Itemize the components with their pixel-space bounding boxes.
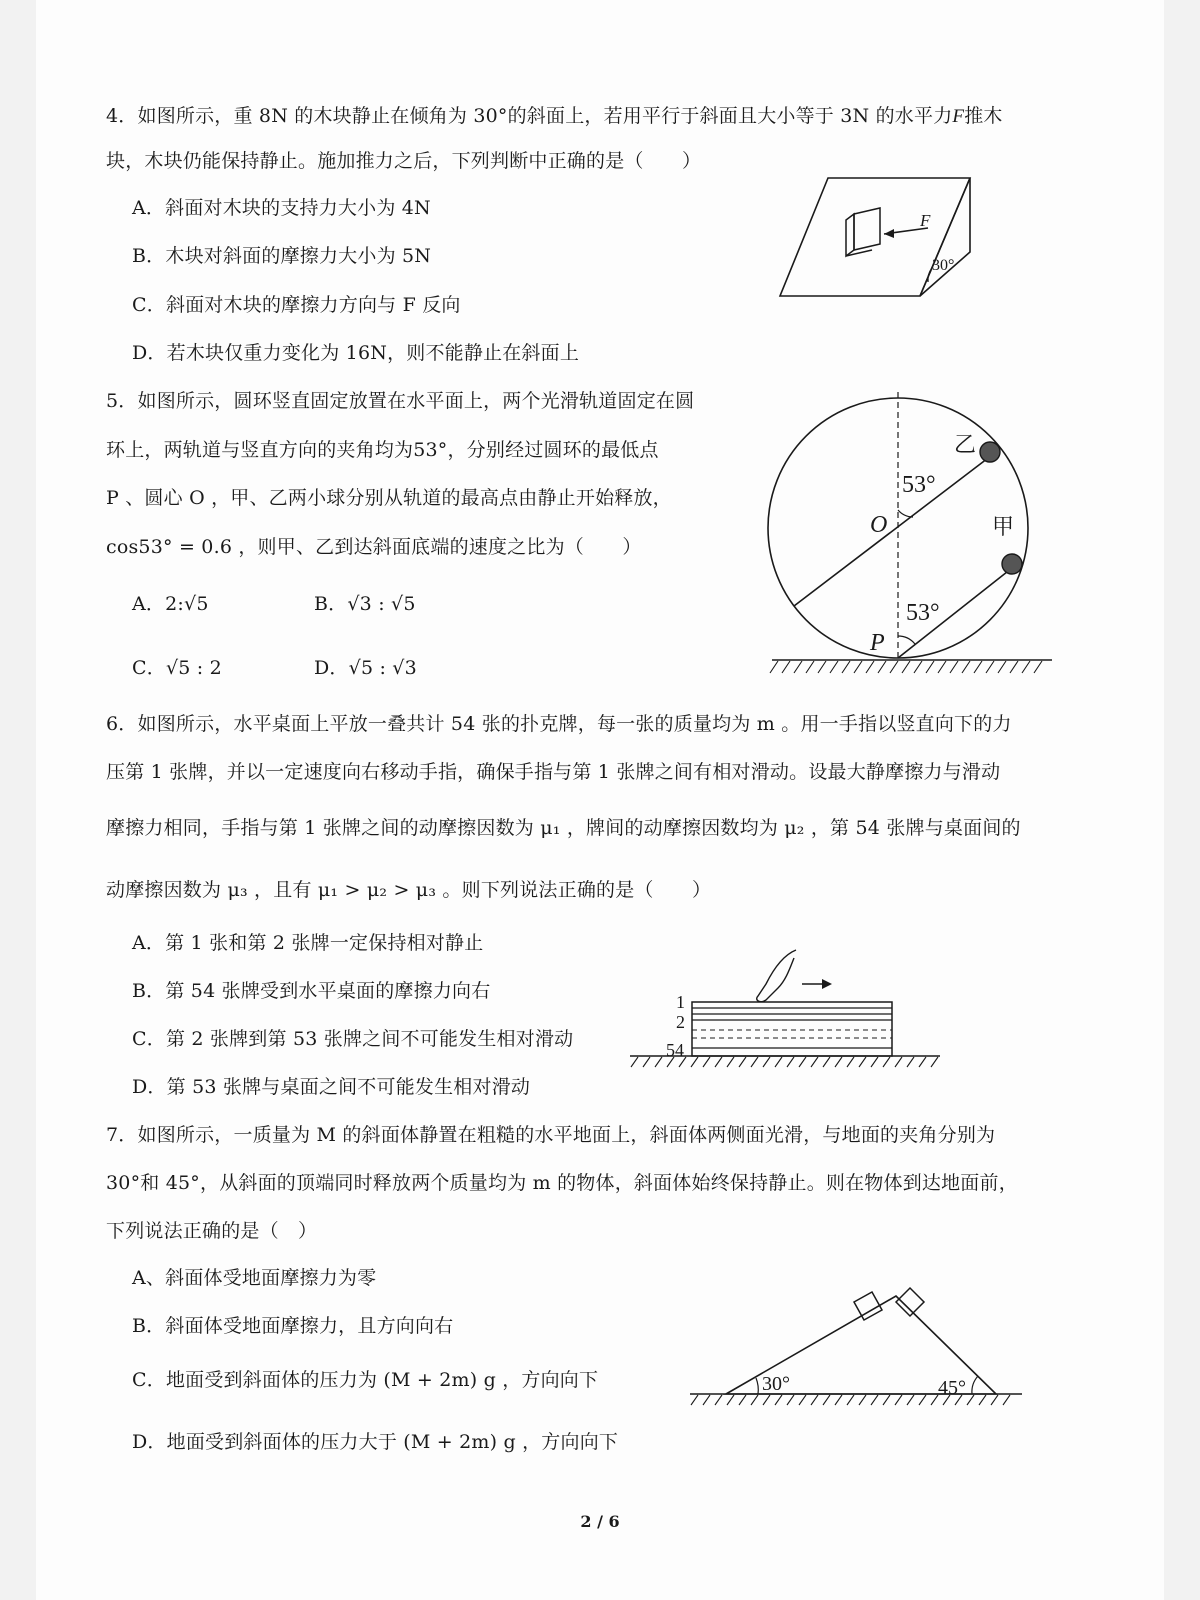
- q5-option-d: D．√5 : √3: [314, 657, 417, 679]
- q4-line1-text: 4．如图所示，重 8N 的木块静止在倾角为 30°的斜面上，若用平行于斜面且大小等于 3N 的水平力: [106, 105, 953, 127]
- q7-line1: 7．如图所示，一质量为 M 的斜面体静置在粗糙的水平地面上，斜面体两侧面光滑，与地面的夹角分别为: [106, 1124, 996, 1146]
- page-number: 2 / 6: [580, 1512, 620, 1531]
- q5-line3: P 、圆心 O ，甲、乙两小球分别从轨道的最高点由静止开始释放，: [106, 487, 672, 509]
- q7-angle-left: 30°: [762, 1373, 790, 1395]
- q7-block-right: [896, 1288, 924, 1316]
- q5-angle-top: 53°: [902, 472, 936, 498]
- q6-label-card54: 54: [666, 1040, 684, 1060]
- q7-option-d: D．地面受到斜面体的压力大于 (M + 2m) g ，方向向下: [132, 1431, 619, 1453]
- q5-angle-bottom: 53°: [906, 600, 940, 626]
- q6-option-b: B．第 54 张牌受到水平桌面的摩擦力向右: [132, 980, 491, 1002]
- q7-wedge-figure: [686, 1282, 1026, 1412]
- q5-line2: 环上，两轨道与竖直方向的夹角均为53°，分别经过圆环的最低点: [106, 439, 659, 461]
- q4-force-symbol: F: [952, 106, 965, 127]
- exam-page: [36, 0, 1164, 1600]
- q7-line2: 30°和 45°，从斜面的顶端同时释放两个质量均为 m 的物体，斜面体始终保持静止。则在物体到达地面前，: [106, 1172, 1018, 1194]
- q7-line3: 下列说法正确的是（ ）: [106, 1220, 318, 1242]
- q4-incline-figure: [780, 172, 980, 302]
- q4-option-a: A．斜面对木块的支持力大小为 4N: [132, 197, 431, 219]
- q4-option-d: D．若木块仅重力变化为 16N，则不能静止在斜面上: [132, 342, 580, 364]
- q6-label-card2: 2: [676, 1012, 685, 1032]
- q5-label-jia: 甲: [992, 514, 1015, 539]
- q6-line3: 摩擦力相同，手指与第 1 张牌之间的动摩擦因数为 μ₁ ，牌间的动摩擦因数均为 μ₂ ，第 54 张牌与桌面间的: [106, 817, 1021, 839]
- q5-line4: cos53° = 0.6 ，则甲、乙到达斜面底端的速度之比为（ ）: [106, 536, 642, 558]
- q5-ball-jia: [1002, 554, 1022, 574]
- q5-line1: 5．如图所示，圆环竖直固定放置在水平面上，两个光滑轨道固定在圆: [106, 390, 695, 412]
- q4-force-label: F: [920, 211, 931, 230]
- q4-option-c: C．斜面对木块的摩擦力方向与 F 反向: [132, 294, 461, 316]
- q6-option-d: D．第 53 张牌与桌面之间不可能发生相对滑动: [132, 1076, 531, 1098]
- q6-option-a: A．第 1 张和第 2 张牌一定保持相对静止: [132, 932, 484, 954]
- q6-line2: 压第 1 张牌，并以一定速度向右移动手指，确保手指与第 1 张牌之间有相对滑动。设最大静摩擦力与滑动: [106, 761, 1001, 783]
- q5-label-p: P: [870, 630, 885, 656]
- q6-label-card1: 1: [676, 992, 685, 1012]
- q6-finger-icon: [757, 950, 796, 1002]
- q5-option-b: B．√3 : √5: [314, 593, 416, 615]
- q4-line1: [106, 104, 1003, 129]
- q5-label-yi: 乙: [954, 432, 977, 457]
- q5-ball-yi: [980, 442, 1000, 462]
- q4-option-b: B．木块对斜面的摩擦力大小为 5N: [132, 245, 432, 267]
- q6-line4: 动摩擦因数为 μ₃ ，且有 μ₁ > μ₂ > μ₃ 。则下列说法正确的是（ ）: [106, 879, 712, 901]
- q4-line1-end: 推木: [964, 105, 1003, 127]
- q4-angle-label: 30°: [932, 257, 955, 274]
- q7-option-a: A、斜面体受地面摩擦力为零: [132, 1267, 377, 1289]
- q7-option-b: B．斜面体受地面摩擦力，且方向向右: [132, 1315, 454, 1337]
- q5-option-a: A．2:√5: [132, 593, 209, 615]
- q6-line1: 6．如图所示，水平桌面上平放一叠共计 54 张的扑克牌，每一张的质量均为 m 。用一手指以竖直向下的力: [106, 713, 1012, 735]
- q6-option-c: C．第 2 张牌到第 53 张牌之间不可能发生相对滑动: [132, 1028, 574, 1050]
- q7-angle-right: 45°: [938, 1377, 966, 1399]
- q4-block: [846, 208, 880, 256]
- q5-circle-figure: [766, 388, 1066, 688]
- q5-option-c: C．√5 : 2: [132, 657, 222, 679]
- q4-line2: 块，木块仍能保持静止。施加推力之后，下列判断中正确的是（ ）: [106, 150, 702, 172]
- q7-option-c: C．地面受到斜面体的压力为 (M + 2m) g ，方向向下: [132, 1369, 599, 1391]
- q6-cards-figure: [626, 944, 946, 1074]
- q5-label-o: O: [870, 512, 888, 538]
